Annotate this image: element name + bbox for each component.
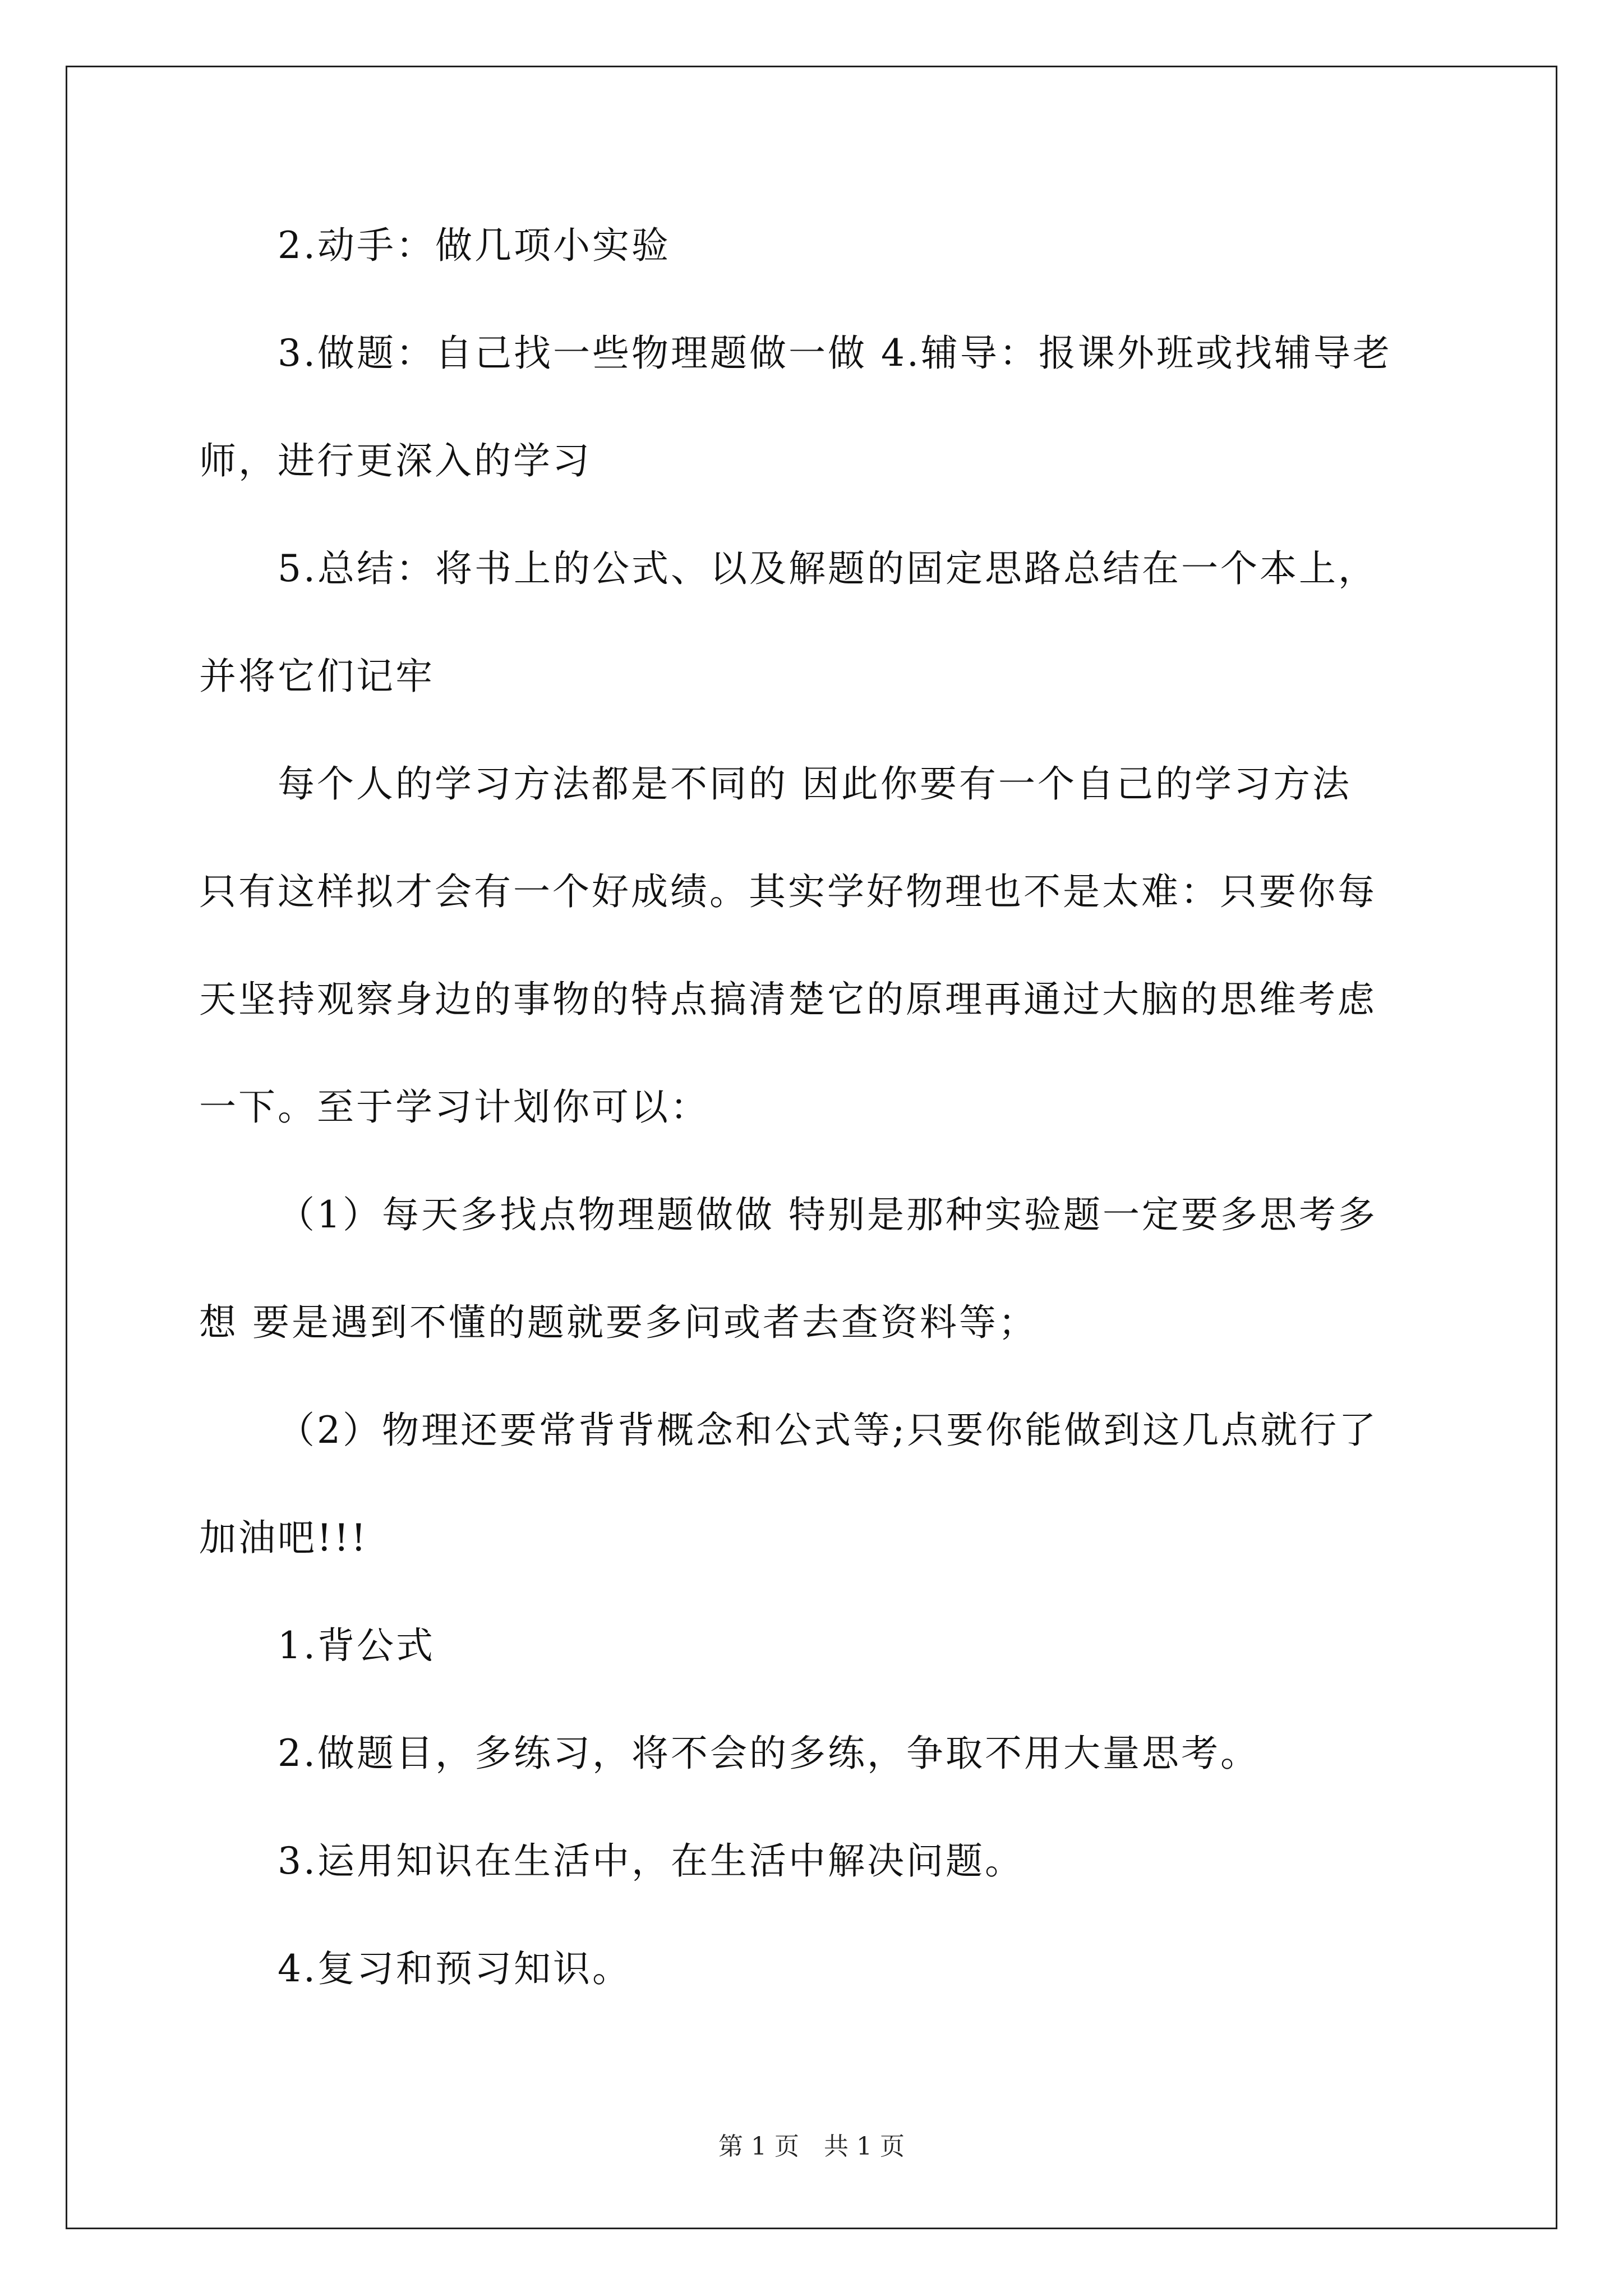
text-line: 想 要是遇到不懂的题就要多问或者去查资料等；	[199, 1301, 1038, 1344]
text-line: 5.总结：将书上的公式、以及解题的固定思路总结在一个本上，	[278, 547, 1377, 590]
text-line: （2）物理还要常背背概念和公式等;只要你能做到这几点就行了	[278, 1409, 1378, 1452]
text-line: 师，进行更深入的学习	[199, 439, 592, 482]
text-line: 并将它们记牢	[199, 655, 435, 698]
page-border	[66, 66, 1557, 2229]
text-line: 1.背公式	[278, 1624, 435, 1667]
page-footer: 第 1 页 共 1 页	[718, 2132, 905, 2161]
text-line: 一下。至于学习计划你可以：	[199, 1085, 709, 1129]
text-line: 3.运用知识在生活中，在生活中解决问题。	[278, 1839, 1024, 1883]
text-line: 每个人的学习方法都是不同的 因此你要有一个自己的学习方法	[278, 762, 1352, 806]
text-line: 3.做题：自己找一些物理题做一做 4.辅导：报课外班或找辅导老	[278, 332, 1392, 375]
text-line: 天坚持观察身边的事物的特点搞清楚它的原理再通过大脑的思维考虑	[199, 978, 1377, 1021]
text-line: 2.做题目，多练习，将不会的多练，争取不用大量思考。	[278, 1732, 1260, 1775]
text-line: 加油吧!!!	[199, 1516, 368, 1559]
text-line: 只有这样拟才会有一个好成绩。其实学好物理也不是太难：只要你每	[199, 870, 1377, 913]
text-line: （1）每天多找点物理题做做 特别是那种实验题一定要多思考多	[278, 1193, 1377, 1236]
text-line: 2.动手：做几项小实验	[278, 224, 671, 267]
text-line: 4.复习和预习知识。	[278, 1947, 631, 1990]
